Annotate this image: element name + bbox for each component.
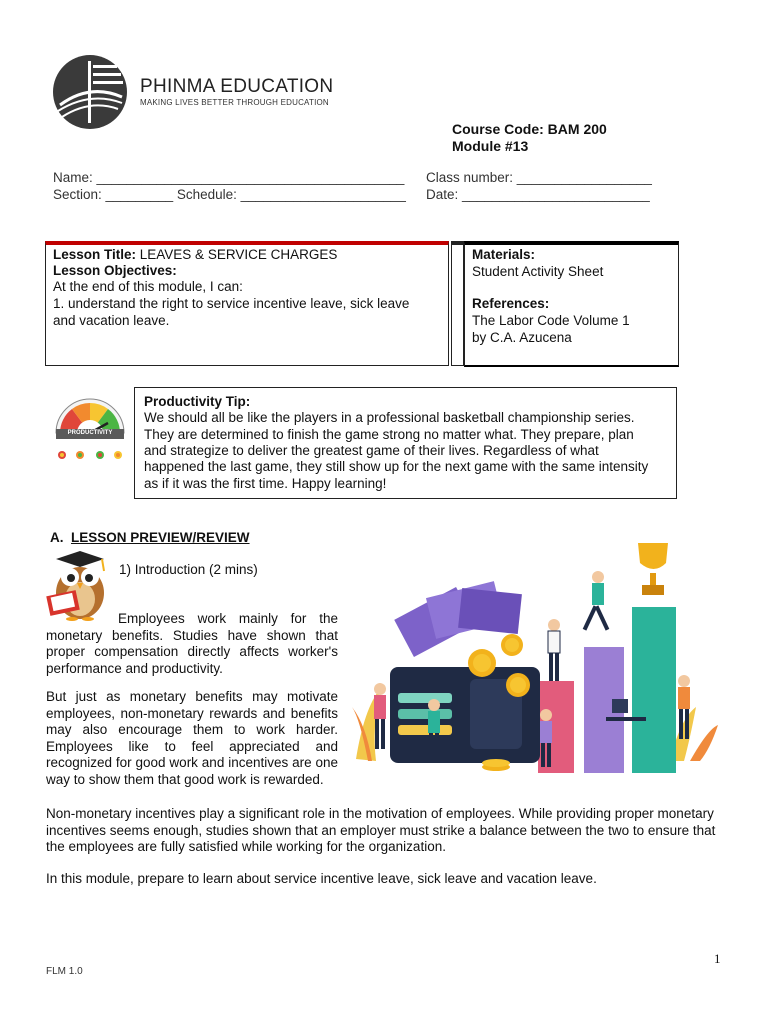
class-number-field: Class number: __________________ [426, 170, 652, 185]
section-schedule-field: Section: _________ Schedule: ______________________ [53, 187, 406, 202]
org-tagline: MAKING LIVES BETTER THROUGH EDUCATION [140, 98, 329, 107]
phinma-logo-icon [52, 53, 128, 131]
lesson-title-value: LEAVES & SERVICE CHARGES [136, 247, 338, 262]
name-field: Name: _________________________________________ [53, 170, 405, 185]
productivity-gauge-icon [50, 393, 130, 465]
money-growth-illustration [350, 529, 723, 783]
tip-line1: We should all be like the players in a professional basketball championship series. [144, 410, 635, 425]
objective-1-line2: and vacation leave. [53, 313, 170, 328]
box-divider [451, 241, 464, 366]
module-number: Module #13 [452, 138, 529, 154]
paragraph-2: But just as monetary benefits may motivate employees, non-monetary rewards and benefits may also encourage them to work harder. Employees like to feel appreciated and recognized for good work and incentives are one way to show them that good work is rewarded. [46, 689, 338, 787]
tip-line2: They are determined to finish the game strong no matter what. They prepare, plan [144, 427, 634, 442]
page-number: 1 [714, 951, 721, 966]
references-line1: The Labor Code Volume 1 [472, 313, 630, 328]
section-title: LESSON PREVIEW/REVIEW [71, 530, 250, 545]
tip-line3: and strategize to deliver the greatest game of their lives. Regardless of what [144, 443, 599, 458]
tip-line4: happened the last game, they still show up for the next game with the same intensity [144, 459, 649, 474]
org-name: PHINMA EDUCATION [140, 76, 334, 97]
paragraph-1 [46, 611, 338, 677]
lesson-title [53, 247, 337, 264]
tip-label: Productivity Tip: [144, 394, 251, 409]
section-letter: A. [50, 530, 64, 545]
objectives-intro: At the end of this module, I can: [53, 279, 243, 294]
references-line2: by C.A. Azucena [472, 330, 572, 345]
course-code: Course Code: BAM 200 [452, 121, 607, 137]
objective-1-line1: 1. understand the right to service incentive leave, sick leave [53, 296, 410, 311]
section-heading [50, 530, 250, 545]
paragraph-3: Non-monetary incentives play a significant role in the motivation of employees. While providing proper monetary incentives seems enough, studies shown that an employer must strike a balance between the two to ensure that the employees are fully satisfied while working for the organization. [46, 806, 716, 854]
references-label: References: [472, 296, 550, 311]
paragraph-4: In this module, prepare to learn about service incentive leave, sick leave and vacation leave. [46, 871, 597, 886]
materials-label: Materials: [472, 247, 536, 262]
materials-value: Student Activity Sheet [472, 264, 604, 279]
paragraph-1-text: Employees work mainly for the monetary benefits. Studies have shown that proper compensation directly affects worker's performance and productivity. [46, 611, 338, 676]
intro-line: 1) Introduction (2 mins) [119, 562, 258, 577]
form-code: FLM 1.0 [46, 966, 83, 977]
gauge-label: PRODUCTIVITY [67, 430, 113, 436]
objectives-label: Lesson Objectives: [53, 263, 177, 278]
lesson-title-label: Lesson Title: [53, 247, 137, 262]
date-field: Date: _________________________ [426, 187, 650, 202]
tip-line5: as if it was the first time. Happy learning! [144, 476, 387, 491]
